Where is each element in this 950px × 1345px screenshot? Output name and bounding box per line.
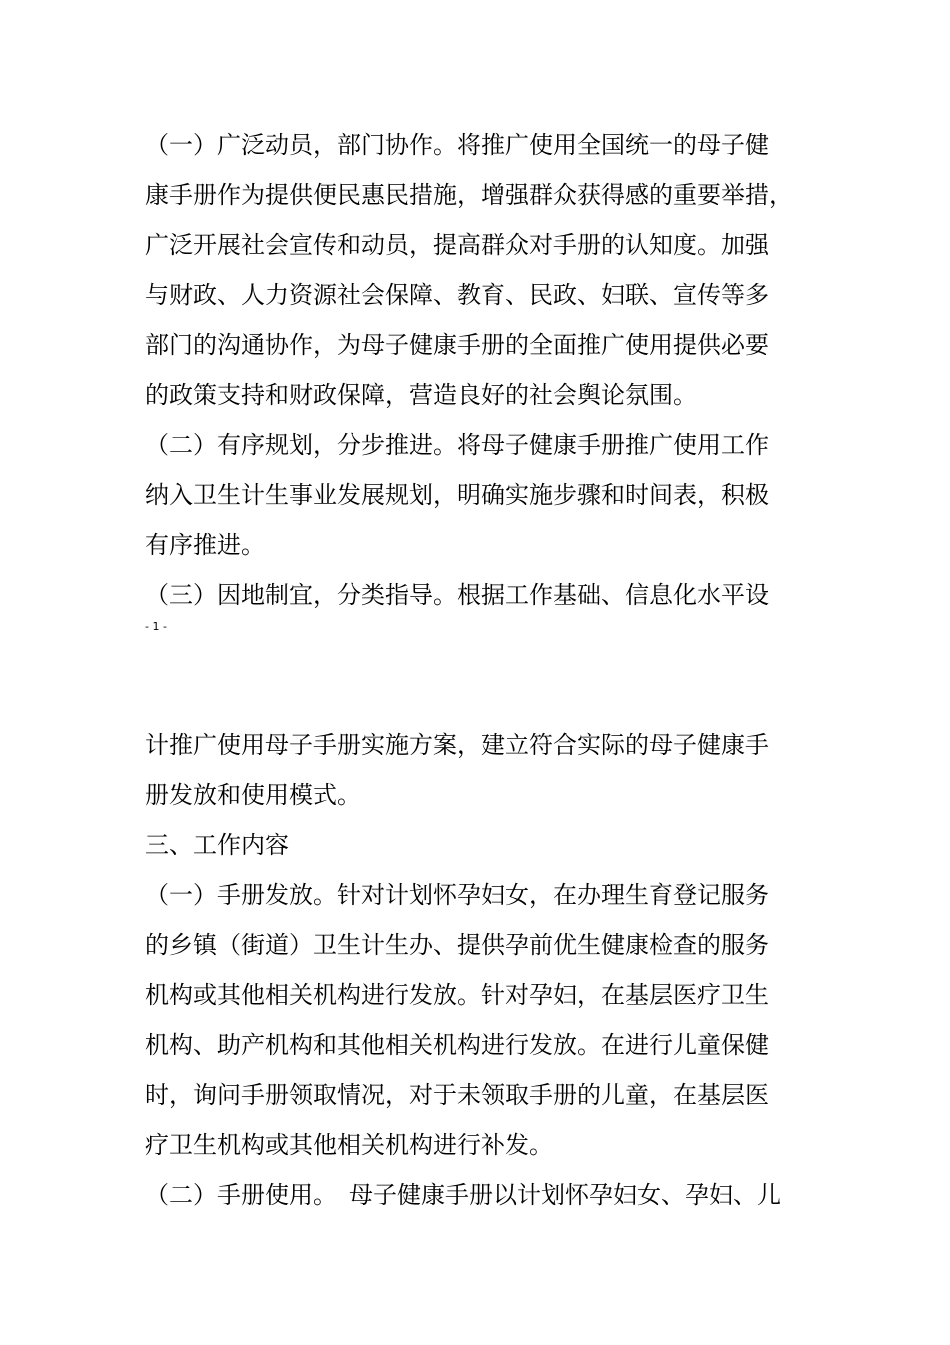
page-number: - 1 - <box>145 620 167 633</box>
text-line: 机构或其他相关机构进行发放。针对孕妇，在基层医疗卫生 <box>145 981 769 1009</box>
text-line: （二）有序规划，分步推进。将母子健康手册推广使用工作 <box>145 431 769 459</box>
page-one-text <box>145 120 805 620</box>
text-line: 机构、助产机构和其他相关机构进行发放。在进行儿童保健 <box>145 1031 769 1059</box>
text-line: 部门的沟通协作，为母子健康手册的全面推广使用提供必要 <box>145 331 769 359</box>
text-line: 疗卫生机构或其他相关机构进行补发。 <box>145 1131 553 1159</box>
text-line: 纳入卫生计生事业发展规划，明确实施步骤和时间表，积极 <box>145 481 769 509</box>
page-two-text <box>145 720 805 1220</box>
text-line: 康手册作为提供便民惠民措施，增强群众获得感的重要举措， <box>145 181 793 209</box>
text-line: 与财政、人力资源社会保障、教育、民政、妇联、宣传等多 <box>145 281 769 309</box>
text-line: 的乡镇（街道）卫生计生办、提供孕前优生健康检查的服务 <box>145 931 769 959</box>
text-line: （一）手册发放。针对计划怀孕妇女，在办理生育登记服务 <box>145 881 769 909</box>
text-line: 的政策支持和财政保障，营造良好的社会舆论氛围。 <box>145 381 697 409</box>
text-line: 册发放和使用模式。 <box>145 781 361 809</box>
text-line: 时，询问手册领取情况，对于未领取手册的儿童，在基层医 <box>145 1081 769 1109</box>
text-line: 广泛开展社会宣传和动员，提高群众对手册的认知度。加强 <box>145 231 769 259</box>
text-line: （二）手册使用。 母子健康手册以计划怀孕妇女、孕妇、儿 <box>145 1181 781 1209</box>
text-line: （三）因地制宜，分类指导。根据工作基础、信息化水平设 <box>145 581 769 609</box>
text-line: 计推广使用母子手册实施方案，建立符合实际的母子健康手 <box>145 731 769 759</box>
text-line: 有序推进。 <box>145 531 265 559</box>
section-heading: 三、工作内容 <box>145 831 289 859</box>
text-line: （一）广泛动员，部门协作。将推广使用全国统一的母子健 <box>145 131 769 159</box>
